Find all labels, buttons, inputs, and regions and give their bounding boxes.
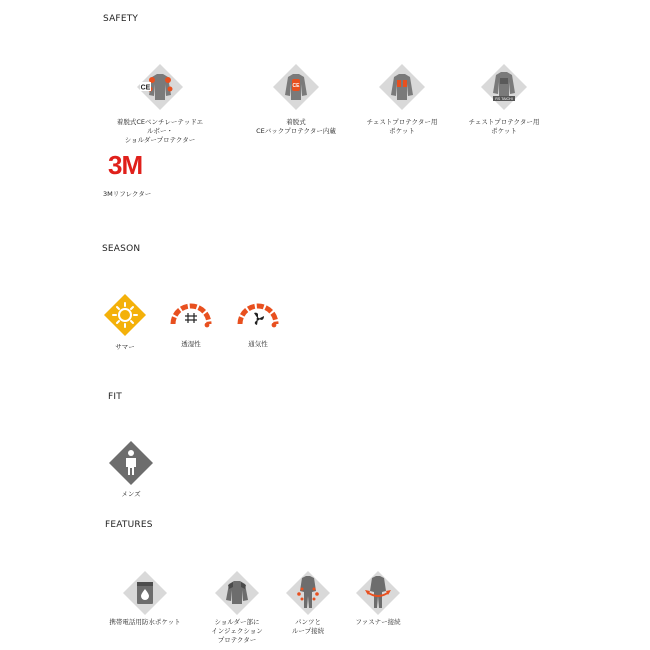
- brand-badge: RS TAICHI: [495, 97, 513, 101]
- pants-loop-connection-icon: [285, 570, 331, 616]
- section-title-season: SEASON: [102, 244, 141, 254]
- feature-item-chest-protector-pocket: [357, 62, 447, 136]
- chest-protector-pocket-alt-icon: [479, 62, 529, 112]
- waterproof-phone-pocket-icon: [122, 570, 168, 616]
- caption: 通気性: [248, 340, 268, 348]
- mens-figure-icon: [108, 440, 154, 486]
- caption: チェストプロテクター用 ポケット: [366, 118, 438, 135]
- caption: 透湿性: [181, 340, 201, 348]
- feature-item-chest-protector-pocket-2: [459, 62, 549, 136]
- section-title-features: FEATURES: [105, 520, 153, 530]
- caption: 着脱式 CEバックプロテクター内蔵: [256, 118, 336, 135]
- jacket-elbow-shoulder-protector-icon: [135, 62, 185, 112]
- caption: チェストプロテクター用 ポケット: [468, 118, 540, 135]
- jacket-back-protector-icon: [271, 62, 321, 112]
- section-title-fit: FIT: [108, 392, 122, 402]
- feature-item-waterproof-pocket: [100, 570, 190, 627]
- ce-badge: CE: [292, 83, 300, 89]
- chest-protector-pocket-icon: [377, 62, 427, 112]
- 3m-logo-text: 3M: [108, 150, 143, 180]
- ventilation-gauge-icon: [234, 298, 282, 330]
- feature-item-3m-reflector: [86, 150, 176, 199]
- feature-item-zipper-connection: [333, 570, 423, 627]
- season-item-ventilation: [213, 298, 303, 349]
- zipper-connection-icon: [355, 570, 401, 616]
- caption: パンツと ループ接続: [291, 618, 325, 635]
- ce-badge: CE: [140, 84, 151, 92]
- 3m-logo: [86, 150, 176, 182]
- caption: メンズ: [121, 490, 141, 498]
- caption: ショルダー部に インジェクション プロテクター: [211, 618, 263, 644]
- caption: 着脱式CEベンチレーテッドエルボー・ ショルダープロテクター: [116, 118, 204, 144]
- feature-item-elbow-shoulder-protector: [115, 62, 205, 145]
- caption: サマー: [115, 343, 135, 351]
- breathability-gauge-icon: [167, 298, 215, 330]
- fit-item-mens: [86, 440, 176, 499]
- sun-icon: [103, 293, 147, 337]
- feature-item-back-protector: [251, 62, 341, 136]
- caption: 携帯電話用防水ポケット: [109, 618, 181, 626]
- shoulder-injection-protector-icon: [214, 570, 260, 616]
- caption: ファスナー接続: [355, 618, 401, 626]
- section-title-safety: SAFETY: [103, 14, 139, 24]
- caption: 3Mリフレクター: [103, 190, 152, 198]
